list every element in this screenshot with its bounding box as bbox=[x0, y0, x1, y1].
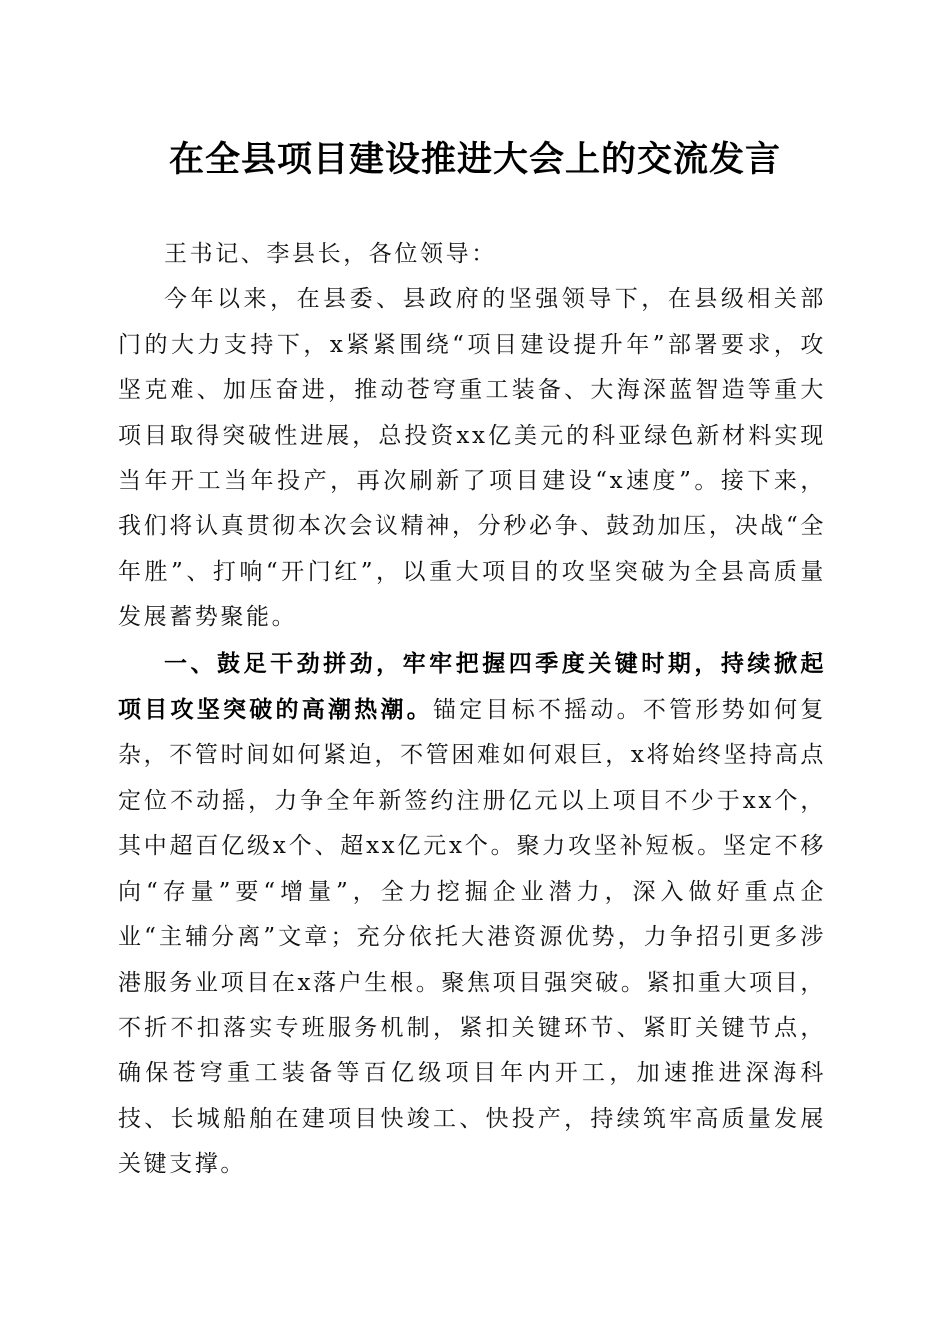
intro-paragraph: 今年以来，在县委、县政府的坚强领导下，在县级相关部门的大力支持下，x紧紧围绕“项目建设提升年”部署要求，攻坚克难、加压奋进，推动苍穹重工装备、大海深蓝智造等重大项目取得突破性进展，总投资xx亿美元的科亚绿色新材料实现当年开工当年投产，再次刷新了项目建设“x速度”。接下来，我们将认真贯彻本次会议精神，分秒必争、鼓劲加压，决战“全年胜”、打响“开门红”，以重大项目的攻坚突破为全县高质量发展蓄势聚能。 bbox=[118, 286, 826, 631]
section1-paragraph bbox=[118, 641, 826, 1188]
greeting-paragraph: 王书记、李县长，各位领导： bbox=[164, 241, 497, 267]
section1-text: 锚定目标不摇动。不管形势如何复杂，不管时间如何紧迫，不管困难如何艰巨，x将始终坚持高点定位不动摇，力争全年新签约注册亿元以上项目不少于xx个，其中超百亿级x个、超xx亿元x个。聚力攻坚补短板。坚定不移向“存量”要“增量”，全力挖掘企业潜力，深入做好重点企业“主辅分离”文章；充分依托大港资源优势，力争招引更多涉港服务业项目在x落户生根。聚焦项目强突破。紧扣重大项目，不折不扣落实专班服务机制，紧扣关键环节、紧盯关键节点，确保苍穹重工装备等百亿级项目年内开工，加速推进深海科技、长城船舶在建项目快竣工、快投产，持续筑牢高质量发展关键支撑。 bbox=[118, 697, 826, 1178]
document-body bbox=[118, 232, 826, 1188]
document-title: 在全县项目建设推进大会上的交流发言 bbox=[168, 139, 781, 180]
section1-heading: 一、鼓足干劲拼劲，牢牢把握四季度关键时期，持续掀起项目攻坚突破的高潮热潮。 bbox=[118, 649, 826, 724]
